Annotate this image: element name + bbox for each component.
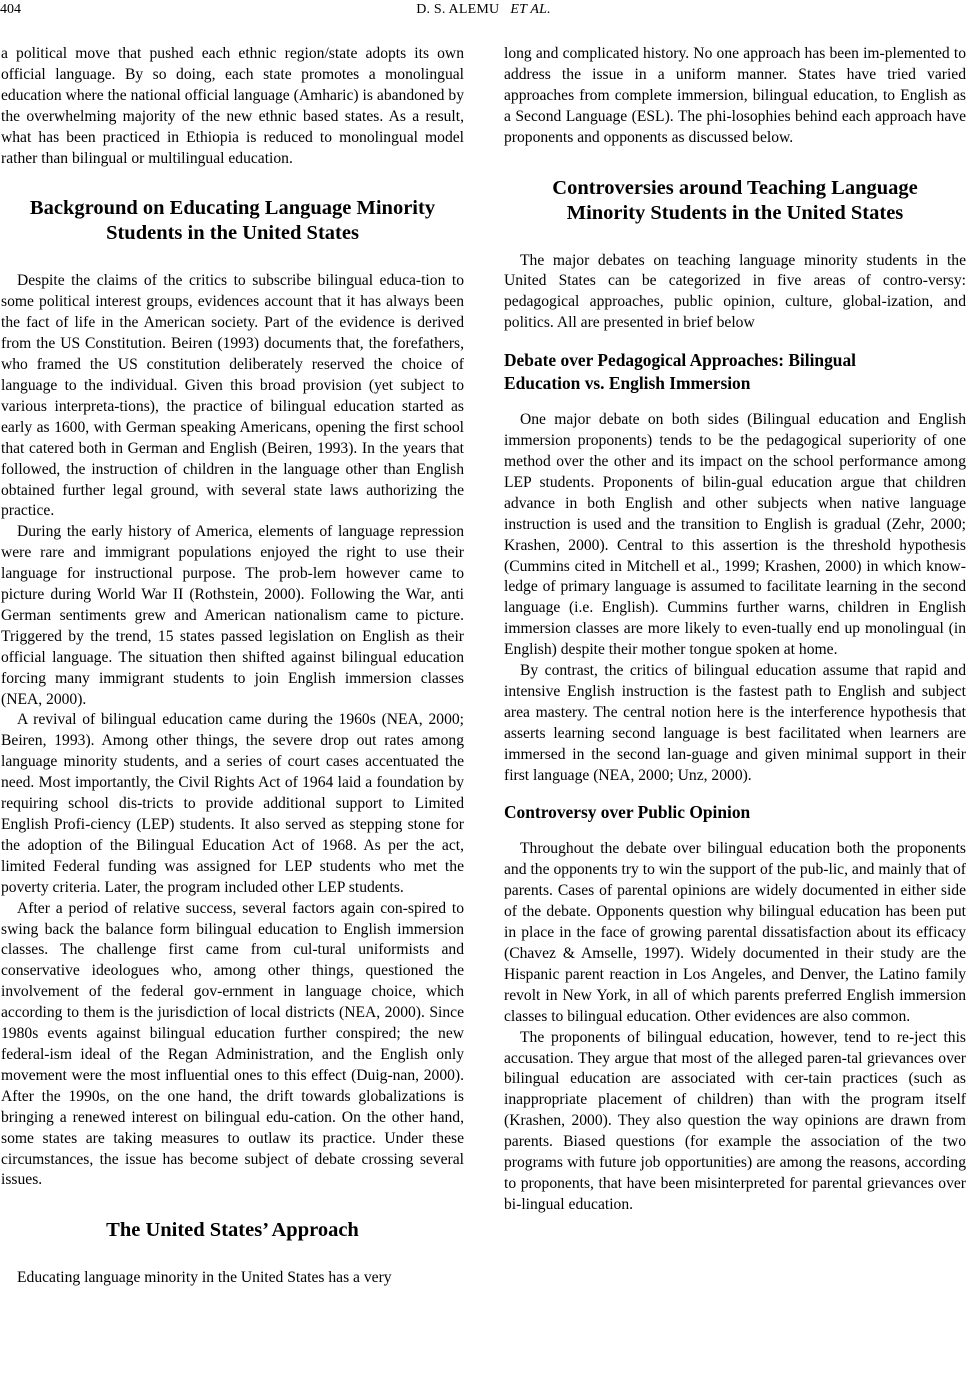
subheading-public-opinion: Controversy over Public Opinion xyxy=(504,802,751,823)
paragraph-background-2: During the early history of America, elements of language repression were rare and immigrant populations enjoyed the right to use their language for instructional purpose. The prob-lem however came to picture during World War II (Rothstein, 2000). Following the War, anti German sentiments grew and American nationalism came to picture. Triggered by the trend, 15 states passed legislation on English as their official language. The situation then shifted against bilingual education forcing many immigrant students to join English immersion classes (NEA, 2000). xyxy=(1,523,464,708)
heading-us-approach: The United States’ Approach xyxy=(106,1219,359,1242)
heading-controversies-line1: Controversies around Teaching Language xyxy=(552,176,918,199)
heading-controversies xyxy=(504,176,966,226)
page-header xyxy=(0,0,967,24)
paragraph-pedagogical-2: By contrast, the critics of bilingual education assume that rapid and intensive English instruction is the fastest path to English and subject area mastery. The central notion here is the interference hypothesis that asserts learning second language is best facilitated when learners are immersed in the second lan-guage and given minimal support in their first language (NEA, 2000; Unz, 2000). xyxy=(504,662,966,784)
paragraph-public-opinion-1: Throughout the debate over bilingual education both the proponents and the opponents try to win the support of the pub-lic, and mainly that of parents. Cases of parental opinions are widely documented in either side of the debate. Opponents question why bilingual education has been put in place in the face of growing parental dissatisfaction about its efficacy (Chavez & Amselle, 1997). Widely documented in their study are the Hispanic parent reaction in Los Angeles, and Denver, the Latino family revolt in New York, in all of which parents preferred English immersion classes to bilingual education. Other evidences are also common. xyxy=(504,840,966,1025)
paragraph-background-4: After a period of relative success, several factors again con-spired to swing back the balance form bilingual education to English immersion classes. The challenge first came from cul-tural uniformists and conservative ideologues who, among other things, questioned the involvement of the federal gov-ernment in language choice, which according to them is the jurisdiction of local districts (NEA, 2000). Since 1980s events against bilingual education further conspired; the new federal-ism ideal of the Regan Administration, and the English only movement were the most influential ones to this effect (Duig-nan, 2000). After the 1990s, on the one hand, the drift towards globalizations is bringing a renewed interest on bilingual edu-cation. On the other hand, some states are taking measures to outlaw its practice. Under these circumstances, the issue has become subject of debate crossing several issues. xyxy=(1,899,464,1189)
running-head xyxy=(0,0,967,20)
running-head-et-al: ET AL. xyxy=(510,2,551,17)
paragraph-continued: long and complicated history. No one approach has been im-plemented to address the issue in a uniform manner. States have tried varied approaches from complete immersion, bilingual education, to English as a Second Language (ESL). The phi-losophies behind each approach have proponents and opponents as discussed below. xyxy=(504,45,966,146)
paragraph-controversies: The major debates on teaching language minority students in the United States can be categorized in five areas of contro-versy: pedagogical approaches, public opinion, culture, global-ization, and politics. All are presented in brief below xyxy=(504,251,966,332)
paragraph-public-opinion-2: The proponents of bilingual education, however, tend to re-ject this accusation. They argue that most of the alleged paren-tal grievances over bilingual education are associated with cer-tain practices (such as inappropriate placement of children) than with the program itself (Krashen, 2000). They also question the way opinions are drawn from parents. Biased questions (for example the association of the two programs with future job opportunities) are among the reasons, according to proponents, that have been misinterpreted for parental grievances over bi-lingual education. xyxy=(504,1028,966,1213)
subheading-pedagogical-line1: Debate over Pedagogical Approaches: Bilingual xyxy=(504,350,856,371)
paragraph-intro: a political move that pushed each ethnic region/state adopts its own official language. By so doing, each state promotes a monolingual education where the national official language (Amharic) is abandoned by the overwhelming majority of the new ethnic based states. As a result, what has been practiced in Ethiopia is reduced to monolingual model rather than bilingual or multilingual education. xyxy=(1,45,464,167)
heading-background-line2: Students in the United States xyxy=(106,222,359,245)
paragraph-pedagogical-1: One major debate on both sides (Bilingual education and English immersion proponents) tends to be the pedagogical superiority of one method over the other and its impact on the school performance among LEP students. Proponents of bilin-gual education argue that children advance in both English and other subjects when native language instruction is used and the transition to English is gradual (Zehr, 2000; Krashen, 2000). Central to this assertion is the threshold hypothesis (Cummins cited in Mitchell et al., 1999; Krashen, 2000) in which know-ledge of primary language is assumed to facilitate learning in the second language (i.e. English). Cummins further warns, children in English immersion classes are more likely to even-tually end up monolingual (in English) despite their mother tongue spoken at home. xyxy=(504,411,966,659)
page-number: 404 xyxy=(0,2,21,17)
heading-controversies-line2: Minority Students in the United States xyxy=(566,201,904,224)
heading-background xyxy=(1,196,464,246)
paragraph-us-approach: Educating language minority in the United States has a very xyxy=(17,1269,392,1287)
right-column xyxy=(504,44,966,1390)
paragraph-background-1: Despite the claims of the critics to subscribe bilingual educa-tion to some political interest groups, evidences account that it has always been the fact of life in the American society. Part of the evidence is derived from the US Constitution. Beiren (1993) documents that, the forefathers, who framed the US constitution deliberately reserved the choice of language to the individual. Given this broad provision (yet subject to various interpreta-tions), the practice of bilingual education started as early as 1600, with German speaking Americans, opening the first school that catered both in German and English (Beiren, 1993). In the years that followed, the instruction of children in the language other than English obtained further legal ground, with several state laws authorizing the practice. xyxy=(1,272,464,520)
subheading-pedagogical xyxy=(504,349,966,395)
left-column xyxy=(1,44,464,1390)
paragraph-background-3: A revival of bilingual education came during the 1960s (NEA, 2000; Beiren, 1993). Among other things, the severe drop out rates among language minority students, and a series of court cases accentuated the need. Most importantly, the Civil Rights Act of 1964 laid a foundation by requiring school dis-tricts to provide additional support to Limited English Profi-ciency (LEP) students. It also served as stepping stone for the adoption of the Bilingual Education Act of 1968. As per the act, limited Federal funding was assigned for LEP students who met the poverty criteria. Later, the program included other LEP students. xyxy=(1,711,464,896)
subheading-pedagogical-line2: Education vs. English Immersion xyxy=(504,373,751,394)
heading-background-line1: Background on Educating Language Minority xyxy=(29,197,436,220)
running-head-authors: D. S. ALEMU xyxy=(416,2,500,17)
